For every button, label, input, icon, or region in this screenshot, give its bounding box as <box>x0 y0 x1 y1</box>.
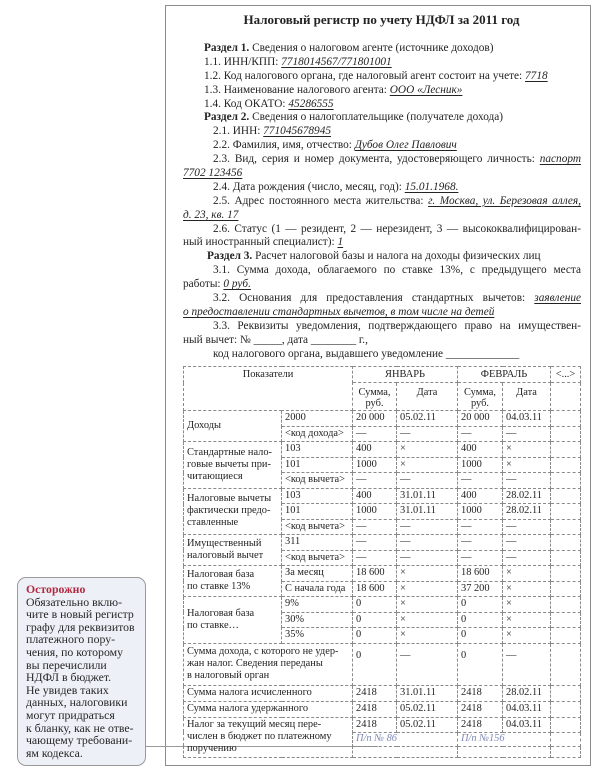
label-line: по ставке 13% <box>187 581 251 592</box>
summary-label-unwithheld-income <box>184 643 353 685</box>
callout-line: Обязательно вклю- <box>26 594 122 609</box>
cell-feb-sum: — <box>458 426 503 442</box>
cell-feb-date: × <box>503 597 551 613</box>
cell-jan-sum: 1000 <box>353 504 397 520</box>
cell-feb-empty <box>458 746 551 757</box>
cell-feb-date: 28.02.11 <box>503 488 551 504</box>
cell-feb-sum: 1000 <box>458 504 503 520</box>
cell-feb-sum: — <box>458 550 503 566</box>
cell-feb-date: — <box>503 426 551 442</box>
field-deduction-basis <box>183 292 581 306</box>
cell-more <box>551 411 581 427</box>
section-heading-label: Раздел 2. <box>204 111 250 124</box>
cell-jan-sum: 0 <box>353 612 397 628</box>
label-line: налоговый вычет <box>187 550 264 561</box>
section-heading-label: Раздел 1. <box>204 42 250 54</box>
field-value: 771045678945 <box>263 125 331 138</box>
cell-more <box>551 535 581 551</box>
field-label: 2.4. Дата рождения (число, месяц, год): <box>213 180 405 193</box>
cell-code: За месяц <box>282 566 353 582</box>
header-line: руб. <box>470 398 489 409</box>
label-line: Налоговая база <box>187 607 255 619</box>
cell-jan-date: 31.01.11 <box>397 488 458 504</box>
cell-feb-date: × <box>503 628 551 644</box>
table-row <box>184 685 581 701</box>
cell-jan-sum: 2418 <box>353 701 397 717</box>
label-line: Налог за текущий месяц пере- <box>187 719 322 730</box>
cell-feb-date: — <box>503 550 551 566</box>
cell-feb-sum: 0 <box>458 612 503 628</box>
payment-order-january: П/п № 86 <box>353 732 458 746</box>
field-label: 1.1. ИНН/КПП: <box>204 55 282 68</box>
field-deduction-basis-cont <box>183 306 581 320</box>
cell-jan-sum: 0 <box>353 628 397 644</box>
cell-jan-sum: 18 600 <box>353 581 397 597</box>
section-heading-text: Расчет налоговой базы и налога на доходы физических лиц <box>252 250 541 263</box>
callout-line: к бланку, как не отве- <box>26 720 134 735</box>
summary-label-tax-withheld: Сумма налога удержанного <box>184 701 353 717</box>
caution-title: Осторожно <box>26 582 86 596</box>
field-label: 2.2. Фамилия, имя, отчество: <box>213 139 355 152</box>
callout-line: чающему требовани- <box>26 733 133 748</box>
header-month-january: ЯНВАРЬ <box>353 367 458 383</box>
section-heading-text: Сведения о налоговом агенте (источнике доходов) <box>249 42 494 54</box>
page-title: Налоговый регистр по учету НДФЛ за 2011 год <box>243 12 520 27</box>
cell-more <box>551 643 581 685</box>
label-line: Налоговая база <box>187 569 255 580</box>
field-label: 1.4. Код ОКАТО: <box>204 97 289 110</box>
cell-jan-date: × <box>397 457 458 473</box>
callout-line: Не увидев таких <box>26 682 109 697</box>
section-heading-text: Сведения о налогоплательщике (получателе дохода) <box>249 111 504 124</box>
callout-line: вы перечислили <box>26 657 107 672</box>
field-id-document <box>183 153 581 167</box>
cell-jan-date: — <box>397 426 458 442</box>
cell-code: <код вычета> <box>282 550 353 566</box>
cell-feb-date: 04.03.11 <box>503 717 551 732</box>
field-value: д. 23, кв. 17 <box>183 208 239 221</box>
cell-feb-date: — <box>503 519 551 535</box>
cell-jan-date: 31.01.11 <box>397 685 458 701</box>
header-line: Сумма, <box>463 387 497 398</box>
field-label: 2.1. ИНН: <box>213 125 264 138</box>
cell-feb-date: 28.02.11 <box>503 504 551 520</box>
field-label: 1.2. Код налогового органа, где налоговый агент состоит на учете: <box>204 69 526 82</box>
field-okato <box>183 98 581 112</box>
field-status-cont <box>183 236 581 250</box>
cell-jan-date: — <box>397 643 458 685</box>
cell-more <box>551 612 581 628</box>
label-line: Стандартные нало- <box>187 446 272 458</box>
field-label: работы: <box>183 278 224 291</box>
cell-jan-sum: 0 <box>353 643 397 685</box>
field-label: 2.6. Статус (1 — резидент, 2 — нерезидент, 3 — высококвалифицирован- <box>213 222 581 235</box>
field-label: 2.5. Адрес постоянного места жительства: <box>213 194 429 207</box>
section-2-heading <box>183 111 581 125</box>
cell-jan-sum: — <box>353 519 397 535</box>
callout-line: ям кодекса. <box>26 745 83 760</box>
payment-order-february: П/п №156 <box>458 732 551 746</box>
callout-line: графу для реквизитов <box>26 619 135 634</box>
group-label-property-deduction <box>184 535 282 566</box>
table-row <box>184 566 581 582</box>
cell-jan-sum: — <box>353 426 397 442</box>
register-details <box>183 42 581 361</box>
cell-more <box>551 550 581 566</box>
cell-jan-date: × <box>397 628 458 644</box>
header-feb-sum <box>458 383 503 411</box>
field-label: код налогового органа, выдавшего уведомление _____________ <box>213 347 520 360</box>
field-label: 1.3. Наименование налогового агента: <box>204 83 390 96</box>
label-line: по ставке… <box>187 619 239 631</box>
cell-jan-sum: — <box>353 473 397 489</box>
group-label-deductions-granted <box>184 488 282 535</box>
table-row <box>184 701 581 717</box>
table-row <box>184 597 581 613</box>
field-value: заявление <box>534 292 581 305</box>
cell-feb-sum: — <box>458 535 503 551</box>
cell-more <box>551 504 581 520</box>
cell-code: 101 <box>282 504 353 520</box>
cell-jan-date: × <box>397 566 458 582</box>
field-label: ный иностранный специалист): <box>183 236 338 249</box>
cell-jan-sum: 400 <box>353 442 397 458</box>
field-address-cont <box>183 209 581 223</box>
label-line: Доходы <box>187 420 221 431</box>
cell-feb-date: × <box>503 566 551 582</box>
callout-line: чения, по которому <box>26 644 123 659</box>
cell-code: <код вычета> <box>282 473 353 489</box>
cell-feb-date: 04.03.11 <box>503 411 551 427</box>
cell-code: 30% <box>282 612 353 628</box>
cell-jan-date: 05.02.11 <box>397 411 458 427</box>
cell-code: 9% <box>282 597 353 613</box>
cell-jan-date: — <box>397 550 458 566</box>
field-value: 7718 <box>525 69 548 82</box>
register-table <box>183 366 581 758</box>
field-value: ООО «Лесник» <box>389 83 463 96</box>
cell-feb-date: 28.02.11 <box>503 685 551 701</box>
field-agent-name <box>183 84 581 98</box>
field-label: 3.1. Сумма дохода, облагаемого по ставке 13%, с предыдущего места <box>213 264 581 277</box>
cell-feb-sum: 2418 <box>458 685 503 701</box>
cell-code: 311 <box>282 535 353 551</box>
table-row <box>184 411 581 427</box>
cell-more <box>551 685 581 701</box>
field-label: 3.3. Реквизиты уведомления, подтверждающего право на имуществен- <box>213 319 581 332</box>
cell-more <box>551 473 581 489</box>
summary-label-tax-transferred <box>184 717 353 757</box>
field-id-document-cont <box>183 167 581 181</box>
header-more-months: <...> <box>551 367 581 383</box>
header-jan-date: Дата <box>397 383 458 411</box>
group-label-standard-deductions-due <box>184 442 282 489</box>
table-row <box>184 717 581 732</box>
cell-feb-sum: 1000 <box>458 457 503 473</box>
cell-more <box>551 628 581 644</box>
field-value: 7718014567/771801001 <box>281 55 392 68</box>
cell-jan-empty <box>353 746 458 757</box>
cell-jan-sum: 20 000 <box>353 411 397 427</box>
field-previous-income-cont <box>183 278 581 292</box>
field-label: 3.2. Основания для предоставления стандартных вычетов: <box>213 292 535 305</box>
cell-feb-sum: 2418 <box>458 701 503 717</box>
field-value: 1 <box>337 236 344 249</box>
field-address <box>183 195 581 209</box>
field-value: о предоставлении стандартных вычетов, в том числе на детей <box>183 305 495 318</box>
callout-line: чите в новый регистр <box>26 607 134 622</box>
cell-more <box>551 488 581 504</box>
cell-feb-sum: — <box>458 473 503 489</box>
header-line: Сумма, <box>358 387 391 398</box>
cell-jan-sum: 18 600 <box>353 566 397 582</box>
field-taxpayer-inn <box>183 125 581 139</box>
field-notification-office <box>183 348 581 362</box>
cell-jan-date: — <box>397 473 458 489</box>
cell-code: 35% <box>282 628 353 644</box>
label-line: читающиеся <box>187 470 243 482</box>
group-label-tax-base-other <box>184 597 282 644</box>
label-line: в налоговый орган <box>187 670 270 681</box>
header-more-empty <box>551 383 581 411</box>
cell-jan-date: 05.02.11 <box>397 717 458 732</box>
cell-jan-sum: — <box>353 535 397 551</box>
cell-feb-sum: 18 600 <box>458 566 503 582</box>
cell-more <box>551 566 581 582</box>
header-jan-sum <box>353 383 397 411</box>
cell-jan-date: 05.02.11 <box>397 701 458 717</box>
section-3-heading <box>183 250 581 264</box>
label-line: ставленные <box>187 517 239 529</box>
field-status <box>183 223 581 237</box>
field-value: 45286555 <box>288 97 334 110</box>
field-value: 0 руб. <box>223 278 251 291</box>
cell-feb-sum: 37 200 <box>458 581 503 597</box>
cell-code: 103 <box>282 442 353 458</box>
cell-feb-date: 04.03.11 <box>503 701 551 717</box>
cell-code: <код дохода> <box>282 426 353 442</box>
cell-feb-sum: 2418 <box>458 717 503 732</box>
cell-feb-sum: 0 <box>458 597 503 613</box>
header-row <box>184 367 581 383</box>
cell-jan-date: × <box>397 442 458 458</box>
table-row <box>184 643 581 685</box>
field-tax-office-code <box>183 70 581 84</box>
cell-jan-date: × <box>397 612 458 628</box>
group-label-tax-base-13 <box>184 566 282 597</box>
header-line: руб. <box>365 398 384 409</box>
cell-feb-date: × <box>503 612 551 628</box>
cell-more <box>551 519 581 535</box>
header-indicators: Показатели <box>184 367 353 411</box>
cell-more <box>551 746 581 757</box>
cell-more <box>551 701 581 717</box>
field-previous-income <box>183 264 581 278</box>
summary-label-tax-calculated: Сумма налога исчисленного <box>184 685 353 701</box>
table-row <box>184 535 581 551</box>
cell-code: <код вычета> <box>282 519 353 535</box>
cell-jan-sum: 2418 <box>353 717 397 732</box>
cell-more <box>551 457 581 473</box>
callout-line: данных, налоговики <box>26 695 128 710</box>
cell-feb-sum: 400 <box>458 442 503 458</box>
cell-more <box>551 597 581 613</box>
cell-feb-sum: — <box>458 519 503 535</box>
cell-code: 2000 <box>282 411 353 427</box>
cell-jan-sum: 400 <box>353 488 397 504</box>
cell-feb-date: × <box>503 581 551 597</box>
callout-line: НДФЛ в бюджет. <box>26 670 112 685</box>
cell-jan-date: — <box>397 519 458 535</box>
cell-more <box>551 426 581 442</box>
group-label-income <box>184 411 282 442</box>
cell-feb-date: × <box>503 442 551 458</box>
cell-jan-date: — <box>397 535 458 551</box>
header-month-february: ФЕВРАЛЬ <box>458 367 551 383</box>
cell-jan-sum: 0 <box>353 597 397 613</box>
label-line: говые вычеты при- <box>187 458 271 470</box>
callout-line: могут придраться <box>26 707 115 722</box>
cell-feb-date: — <box>503 535 551 551</box>
field-value: Дубов Олег Павлович <box>354 139 457 152</box>
cell-feb-sum: 20 000 <box>458 411 503 427</box>
cell-jan-sum: 2418 <box>353 685 397 701</box>
cell-more <box>551 732 581 746</box>
field-full-name <box>183 139 581 153</box>
label-line: жан налог. Сведения переданы <box>187 658 323 669</box>
cell-feb-sum: 0 <box>458 628 503 644</box>
field-notification-cont <box>183 334 581 348</box>
cell-code: 101 <box>282 457 353 473</box>
cell-feb-sum: 0 <box>458 643 503 685</box>
cell-jan-date: 31.01.11 <box>397 504 458 520</box>
cell-code: С начала года <box>282 581 353 597</box>
field-value: паспорт <box>539 153 581 166</box>
cell-more <box>551 581 581 597</box>
field-value: г. Москва, ул. Березовая аллея, <box>428 194 581 207</box>
label-line: поручению <box>187 743 237 754</box>
label-line: фактически предо- <box>187 505 271 517</box>
section-1-heading <box>183 42 581 56</box>
cell-feb-date: × <box>503 457 551 473</box>
cell-feb-date: — <box>503 473 551 489</box>
label-line: Сумма дохода, с которого не удер- <box>187 646 339 657</box>
cell-more <box>551 717 581 732</box>
table-row <box>184 442 581 458</box>
cell-jan-date: × <box>397 581 458 597</box>
field-notification <box>183 320 581 334</box>
field-value: 15.01.1968. <box>404 180 459 193</box>
label-line: Налоговые вычеты <box>187 493 272 505</box>
cell-more <box>551 442 581 458</box>
field-value: 7702 123456 <box>183 167 243 180</box>
caution-callout <box>17 577 146 766</box>
callout-line: платежного пору- <box>26 632 116 647</box>
label-line: Имущественный <box>187 538 262 549</box>
cell-code: 103 <box>282 488 353 504</box>
field-inn-kpp <box>183 56 581 70</box>
field-label: 2.3. Вид, серия и номер документа, удостоверяющего личность: <box>213 153 540 166</box>
cell-feb-date: — <box>503 643 551 685</box>
label-line: числен в бюджет по платежному <box>187 731 332 742</box>
section-heading-label: Раздел 3. <box>207 250 253 263</box>
cell-feb-sum: 400 <box>458 488 503 504</box>
table-row <box>184 488 581 504</box>
header-feb-date: Дата <box>503 383 551 411</box>
cell-jan-sum: 1000 <box>353 457 397 473</box>
cell-jan-date: × <box>397 597 458 613</box>
field-birth-date <box>183 181 581 195</box>
cell-jan-sum: — <box>353 550 397 566</box>
field-label: ный вычет: № _____, дата ________ г., <box>183 333 368 346</box>
